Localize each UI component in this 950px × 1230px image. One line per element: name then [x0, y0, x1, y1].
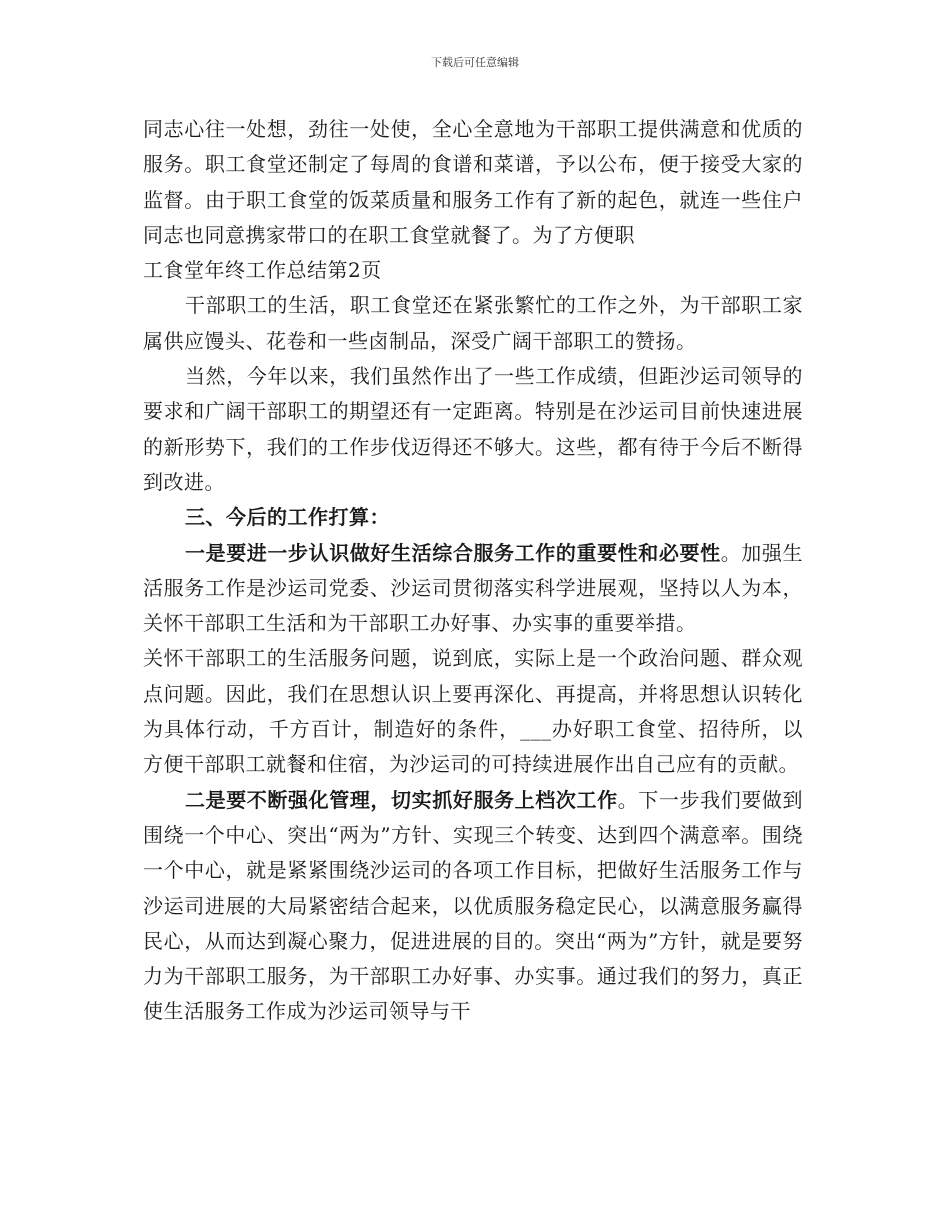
document-body — [143, 112, 803, 1030]
section-heading: 三、今后的工作打算： — [185, 505, 390, 530]
paragraph-4-text: 。加强生活服务工作是沙运司党委、沙运司贯彻落实科学进展观，坚持以人为本，关怀干部职工生活和为干部职工办好事、办实事的重要举措。 — [143, 540, 804, 636]
paragraph-4-continued: 关怀干部职工的生活服务问题，说到底，实际上是一个政治问题、群众观点问题。因此，我们在思想认识上要再深化、再提高，并将思想认识转化为具体行动，千方百计，制造好的条件，___办好职工食堂、招待所，以方便干部职工就餐和住宿，为沙运司的可持续进展作出自己应有的贡献。 — [143, 646, 803, 777]
page-header: 下载后可任意编辑 — [431, 56, 519, 69]
paragraph-2: 干部职工的生活，职工食堂还在紧张繁忙的工作之外，为干部职工家属供应馒头、花卷和一些卤制品，深受广阔干部职工的赞扬。 — [143, 293, 803, 353]
paragraph-5-text: 。下一步我们要做到围绕一个中心、突出“两为”方针、实现三个转变、达到四个满意率。围绕一个中心，就是紧紧围绕沙运司的各项工作目标，把做好生活服务工作与沙运司进展的大局紧密结合起来，以优质服务稳定民心，以满意服务赢得民心，从而达到凝心聚力，促进进展的目的。突出“两为”方针，就是要努力为干部职工服务，为干部职工办好事、办实事。通过我们的努力，真正使生活服务工作成为沙运司领导与干 — [143, 787, 804, 1024]
paragraph-5 — [143, 783, 803, 1030]
paragraph-5-bold-lead: 二是要不断强化管理，切实抓好服务上档次工作 — [185, 787, 618, 812]
paragraph-3: 当然，今年以来，我们虽然作出了一些工作成绩，但距沙运司领导的要求和广阔干部职工的期望还有一定距离。特别是在沙运司目前快速进展的新形势下，我们的工作步伐迈得还不够大。这些，都有待于今后不断得到改进。 — [143, 364, 803, 494]
paragraph-1 — [143, 112, 803, 288]
paragraph-4 — [143, 536, 803, 642]
page-title-line: 工食堂年终工作总结第2页 — [143, 258, 382, 283]
paragraph-1-text: 同志心往一处想，劲往一处使，全心全意地为干部职工提供满意和优质的服务。职工食堂还制定了每周的食谱和菜谱，予以公布，便于接受大家的监督。由于职工食堂的饭菜质量和服务工作有了新的起色，就连一些住户同志也同意携家带口的在职工食堂就餐了。为了方便职 — [143, 117, 803, 247]
paragraph-4-bold-lead: 一是要进一步认识做好生活综合服务工作的重要性和必要性 — [185, 540, 721, 565]
